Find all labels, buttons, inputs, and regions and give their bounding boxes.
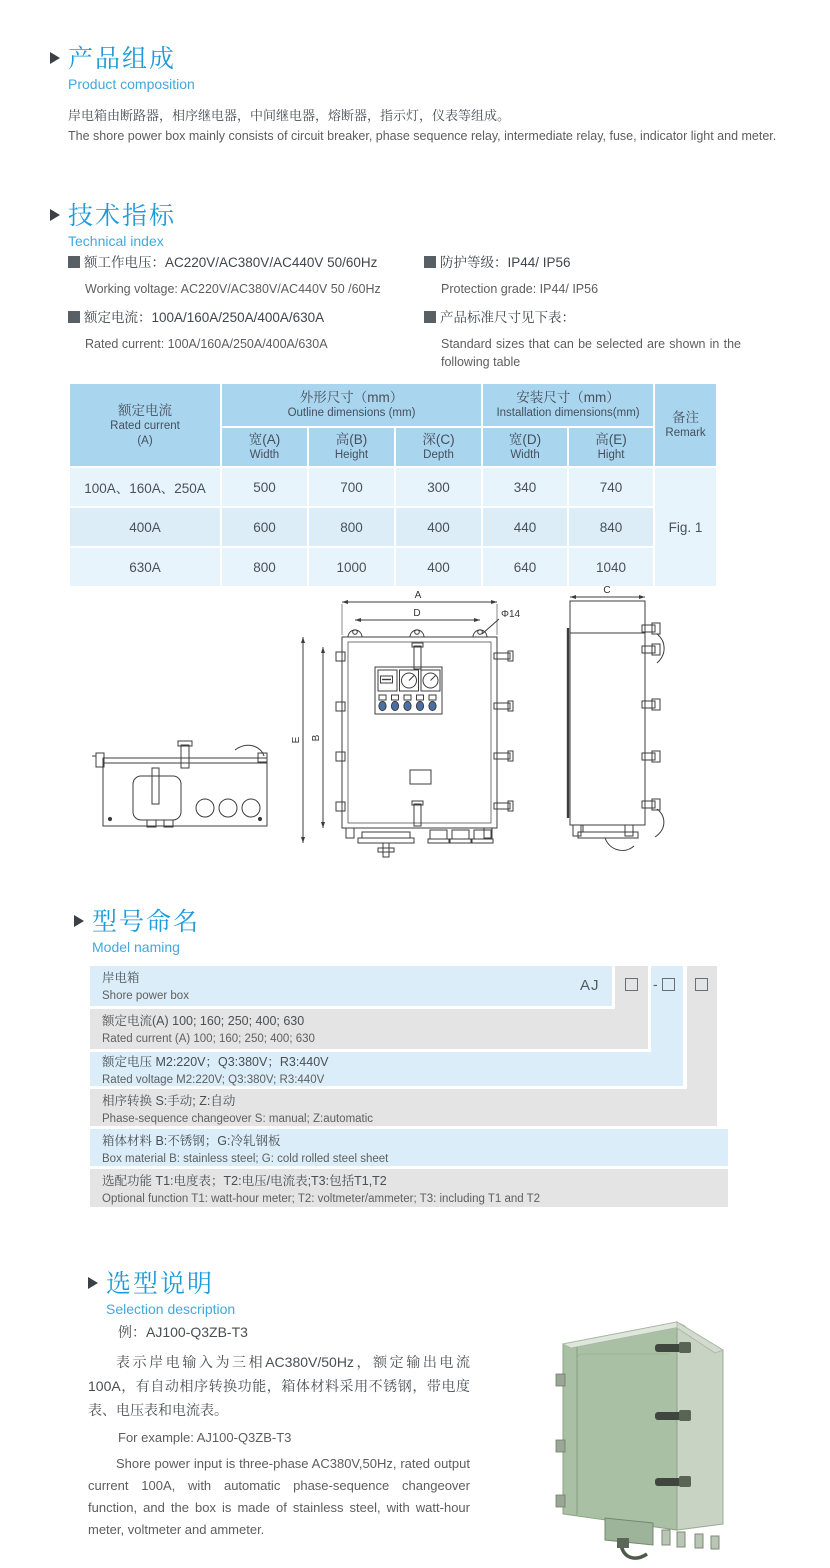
- bullet-square-icon: [68, 256, 80, 268]
- col-header-width-a: 宽(A) Width: [222, 428, 307, 466]
- cable-gland-icons: [662, 1530, 719, 1549]
- selection-description-text: [88, 1322, 470, 1541]
- section-title-en: Selection description: [106, 1301, 236, 1317]
- section-title-en: Model naming: [92, 939, 180, 955]
- cell-width-d: 640: [483, 548, 567, 586]
- size-table: [68, 382, 718, 588]
- section-technical-index-heading: [50, 202, 176, 249]
- selection-example-zh: 例：AJ100-Q3ZB-T3: [118, 1324, 248, 1340]
- bullet-square-icon: [68, 311, 80, 323]
- bullet-text-zh: 产品标准尺寸见下表：: [440, 310, 575, 325]
- cell-width-a: 600: [222, 508, 307, 546]
- bullet-text-en: Rated current: 100A/160A/250A/400A/630A: [85, 337, 328, 351]
- drawing-front-view: [290, 580, 525, 875]
- cell-height-b: 800: [309, 508, 394, 546]
- selection-desc-en: Shore power input is three-phase AC380V,50Hz, rated output current 100A, with automatic phase-sequence changeover function, and the box is made of stainless steel, with watt-hour meter, voltmeter and ammeter.: [88, 1456, 470, 1537]
- list-item: [424, 255, 744, 298]
- col-header-depth-c: 深(C) Depth: [396, 428, 481, 466]
- table-row: [70, 508, 716, 546]
- section-title-zh: 技术指标: [68, 202, 177, 230]
- bullet-text-en: Working voltage: AC220V/AC380V/AC440V 50 /60Hz: [85, 282, 381, 296]
- code-box-voltage: [662, 978, 675, 991]
- cell-hight-e: 740: [569, 468, 653, 506]
- cell-hight-e: 1040: [569, 548, 653, 586]
- technical-index-left-column: [68, 255, 418, 365]
- dim-label-b: B: [311, 734, 322, 742]
- bullet-square-icon: [424, 311, 436, 323]
- section-title-en: Technical index: [68, 233, 164, 249]
- product-composition-text-en: The shore power box mainly consists of circuit breaker, phase sequence relay, intermediate relay, fuse, indicator light and meter.: [68, 129, 777, 143]
- section-selection-description-heading: [88, 1270, 235, 1317]
- section-title-zh: 型号命名: [92, 908, 201, 936]
- technical-index-right-column: [424, 255, 744, 383]
- meter-panel: [375, 667, 442, 714]
- col-header-hight-e: 高(E) Hight: [569, 428, 653, 466]
- bullet-text-zh: 额工作电压：AC220V/AC380V/AC440V 50/60Hz: [84, 255, 378, 270]
- model-prefix: AJ: [580, 977, 600, 994]
- dim-label-phi14: Φ14: [501, 609, 521, 620]
- model-row-rated-voltage: 额定电压 M2:220V；Q3:380V；R3:440V Rated voltage M2:220V; Q3:380V; R3:440V: [90, 1052, 683, 1086]
- col-header-height-b: 高(B) Height: [309, 428, 394, 466]
- cell-rated-current: 400A: [70, 508, 220, 546]
- cell-width-d: 340: [483, 468, 567, 506]
- cell-depth-c: 400: [396, 548, 481, 586]
- cell-height-b: 1000: [309, 548, 394, 586]
- section-marker-icon: [50, 52, 60, 64]
- col-group-outline-dimensions: 外形尺寸（mm） Outline dimensions (mm): [222, 384, 481, 426]
- section-product-composition-heading: [50, 45, 195, 92]
- col-header-rated-current: 额定电流 Rated current (A): [70, 384, 220, 466]
- drawing-side-view: [545, 580, 680, 875]
- col-header-remark: 备注 Remark: [655, 384, 716, 466]
- cell-depth-c: 400: [396, 508, 481, 546]
- model-row-shore-power-box: 岸电箱 Shore power box: [90, 966, 612, 1006]
- dim-label-e: E: [291, 736, 302, 744]
- section-title-en: Product composition: [68, 76, 195, 92]
- cell-remark: Fig. 1: [655, 468, 716, 586]
- section-marker-icon: [50, 209, 60, 221]
- col-group-installation-dimensions: 安装尺寸（mm） Installation dimensions(mm): [483, 384, 653, 426]
- dim-label-d: D: [413, 608, 421, 619]
- bullet-text-en: Standard sizes that can be selected are shown in the following table: [441, 337, 741, 369]
- bullet-square-icon: [424, 256, 436, 268]
- selection-example-en: For example: AJ100-Q3ZB-T3: [118, 1430, 292, 1445]
- section-marker-icon: [88, 1277, 98, 1289]
- list-item: [424, 310, 744, 371]
- cell-rated-current: 630A: [70, 548, 220, 586]
- list-item: [68, 310, 418, 353]
- col-header-width-d: 宽(D) Width: [483, 428, 567, 466]
- code-box-function: [695, 978, 708, 991]
- bullet-text-en: Protection grade: IP44/ IP56: [441, 282, 599, 296]
- bullet-text-zh: 额定电流：100A/160A/250A/400A/630A: [84, 310, 325, 325]
- cell-rated-current: 100A、160A、250A: [70, 468, 220, 506]
- cell-width-d: 440: [483, 508, 567, 546]
- cell-depth-c: 300: [396, 468, 481, 506]
- drawing-bottom-view: [85, 718, 275, 836]
- cell-height-b: 700: [309, 468, 394, 506]
- cell-width-a: 500: [222, 468, 307, 506]
- bullet-text-zh: 防护等级：IP44/ IP56: [440, 255, 571, 270]
- code-box-current: [625, 978, 638, 991]
- product-photo: [545, 1292, 795, 1564]
- model-naming-diagram: [90, 966, 730, 1211]
- dim-label-a: A: [414, 590, 422, 601]
- product-composition-text-zh: 岸电箱由断路器，相序继电器，中间继电器，熔断器，指示灯，仪表等组成。: [68, 108, 511, 123]
- table-row: [70, 468, 716, 506]
- section-model-naming-heading: [74, 908, 200, 955]
- section-title-zh: 选型说明: [106, 1270, 215, 1298]
- model-row-box-material: 箱体材料 B:不锈钢；G:冷轧钢板 Box material B: stainless steel; G: cold rolled steel sheet: [90, 1129, 728, 1166]
- section-marker-icon: [74, 915, 84, 927]
- model-row-optional-function: 选配功能 T1:电度表；T2:电压/电流表;T3:包括T1,T2 Optional function T1: watt-hour meter; T2: voltmeter/ammeter; T3: including T1 and T2: [90, 1169, 728, 1207]
- hinge-icons: [336, 652, 345, 811]
- cell-width-a: 800: [222, 548, 307, 586]
- model-row-rated-current: 额定电流(A) 100; 160; 250; 400; 630 Rated current (A) 100; 160; 250; 400; 630: [90, 1009, 648, 1049]
- selection-desc-zh: 表示岸电输入为三相AC380V/50Hz，额定输出电流100A，有自动相序转换功能，箱体材料采用不锈钢，带电度表、电压表和电流表。: [88, 1354, 470, 1418]
- cell-hight-e: 840: [569, 508, 653, 546]
- code-dash: -: [653, 976, 658, 992]
- dim-label-c: C: [603, 585, 611, 596]
- section-title-zh: 产品组成: [68, 45, 177, 73]
- model-row-phase-sequence: 相序转换 S:手动; Z:自动 Phase-sequence changeover S: manual; Z:automatic: [90, 1089, 717, 1126]
- list-item: [68, 255, 418, 298]
